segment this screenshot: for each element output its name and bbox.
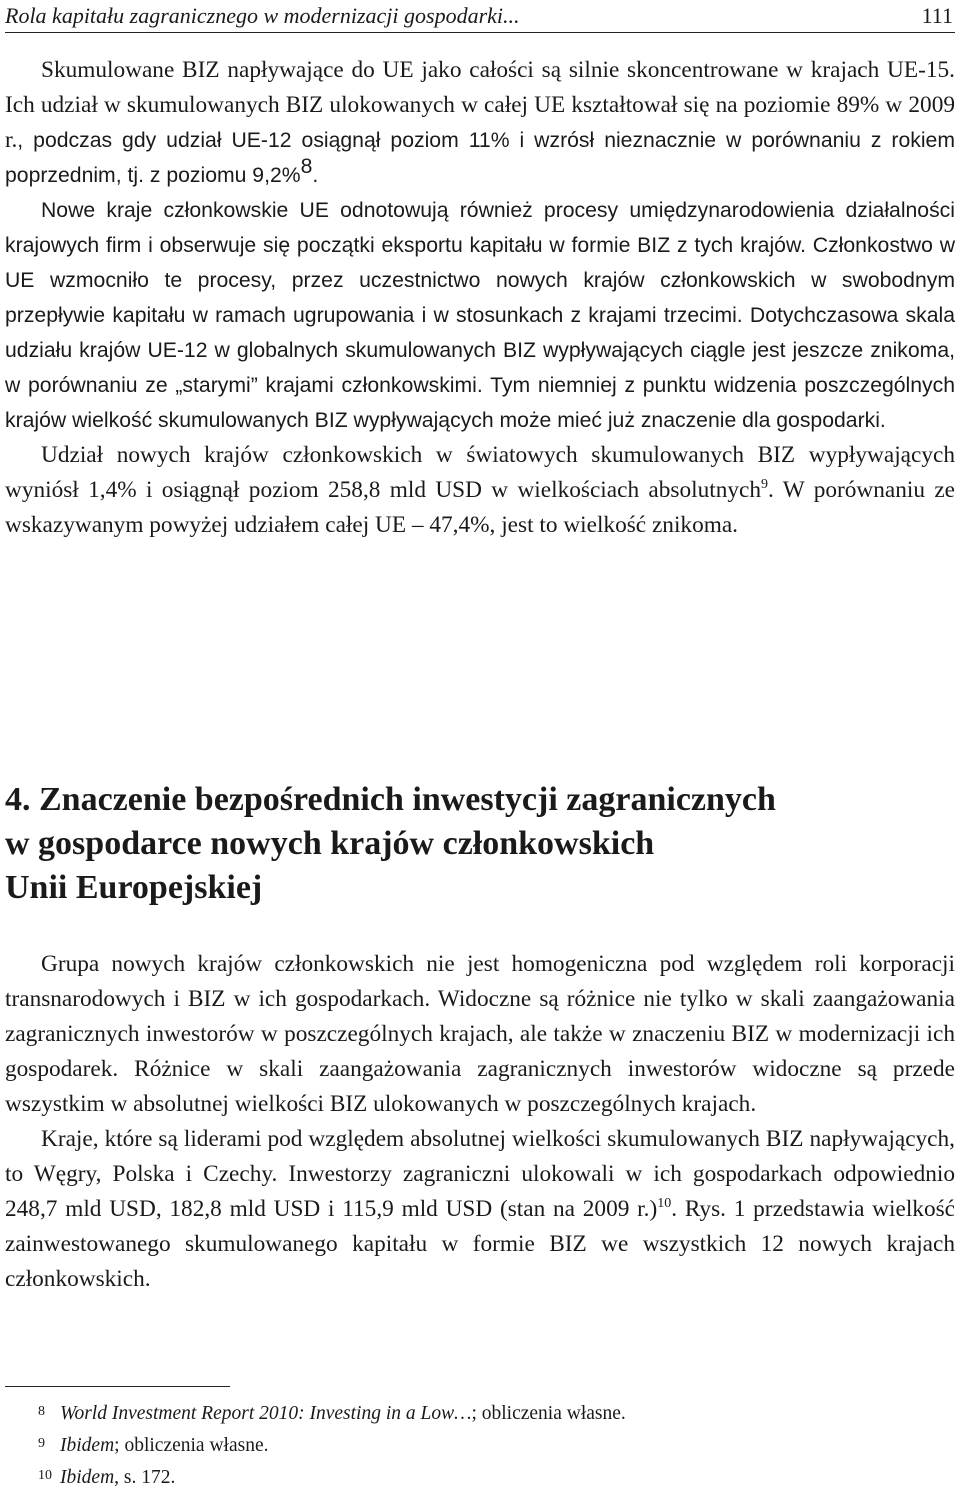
page-number: 111 — [921, 3, 953, 28]
paragraph: Grupa nowych krajów członkowskich nie jest homogeniczna pod względem roli korporacji transnarodowych i BIZ w ich gospodarkach. Widoczne są różnice nie tylko w skali zaangażowania zagranicznych inwestorów w poszczególnych krajach, ale także w znaczeniu BIZ w modernizacji ich gospodarek. Różnice w skali zaangażowania zagranicznych inwestorów widoczne są przede wszystkim w absolutnej wielkości BIZ ulokowanych w poszczególnych krajach. — [5, 951, 955, 1117]
section-body-2 — [5, 947, 955, 1297]
footnote-number: 8 — [38, 1404, 45, 1419]
section-heading-line: w gospodarce nowych krajów członkowskich — [5, 825, 655, 862]
footnote-ref[interactable]: 10 — [657, 1196, 672, 1211]
paragraph-text: . W porównaniu ze wskazywanym powyżej udziałem całej UE – 47,4%, jest to wielkość znikoma. — [5, 477, 955, 538]
section-heading-line: 4. Znaczenie bezpośrednich inwestycji zagranicznych — [5, 781, 776, 818]
paragraph-text-sans: , podczas gdy udział UE-12 osiągnął poziom 11% i wzrósł nieznacznie w porównaniu z rokiem poprzednim, tj. z poziomu 9,2% — [5, 129, 955, 187]
section-heading — [5, 778, 955, 910]
footnote-source: Ibidem — [60, 1467, 115, 1488]
footnotes — [5, 1398, 955, 1494]
footnote-number: 10 — [38, 1468, 52, 1483]
footnote-source: World Investment Report 2010: Investing in a Low… — [60, 1403, 472, 1424]
footnote-ref[interactable]: 9 — [761, 477, 769, 492]
paragraph-text: Kraje, które są liderami pod względem absolutnej wielkości skumulowanych BIZ napływających, to Węgry, Polska i Czechy. Inwestorzy zagraniczni ulokowali w ich gospodarkach odpowiednio 248,7 mld USD, 182,8 mld USD i 115,9 mld USD (stan na 2009 r.) — [5, 1126, 955, 1222]
footnote-number: 9 — [38, 1436, 45, 1451]
footnote-text: , s. 172. — [114, 1467, 176, 1488]
paragraph — [5, 1122, 955, 1297]
running-title: Rola kapitału zagranicznego w modernizacji gospodarki... — [5, 3, 520, 28]
paragraph: Nowe kraje członkowskie UE odnotowują również procesy umiędzynarodowienia działalności krajowych firm i obserwuje się początki eksportu kapitału w formie BIZ z tych krajów. Członkostwo w UE wzmocniło te procesy, przez uczestnictwo nowych krajów członkowskich w swobodnym przepływie kapitału w ramach ugrupowania i w stosunkach z krajami trzecimi. Dotychczasowa skala udziału krajów UE-12 w globalnych skumulowanych BIZ wypływających ciągle jest jeszcze znikoma, w porównaniu ze „starymi” krajami członkowskimi. Tym niemniej z punktu widzenia poszczególnych krajów wielkość skumulowanych BIZ wypływających może mieć już znaczenie dla gospodarki. — [5, 199, 955, 432]
paragraph-text-sans: . — [312, 164, 319, 187]
paragraph-text: Udział nowych krajów członkowskich w światowych skumulowanych BIZ wypływających wyniósł 1,4% i osiągnął poziom 258,8 mld USD w wielkościach absolutnych — [5, 442, 955, 503]
paragraph — [5, 53, 955, 193]
footnote-divider — [5, 1386, 230, 1387]
footnote-item — [5, 1430, 955, 1462]
footnote-source: Ibidem — [60, 1435, 115, 1456]
document-page — [5, 0, 955, 1494]
footnote-ref[interactable]: 8 — [300, 155, 313, 178]
paragraph-text: Skumulowane BIZ napływające do UE jako całości są silnie skoncentrowane w krajach UE-15. Ich udział w skumulowanych BIZ ulokowanych w całej UE kształtował się na poziomie 89% w 2009 r. — [5, 57, 955, 153]
footnote-item — [5, 1398, 955, 1430]
running-header — [5, 2, 955, 33]
paragraph-text: . Rys. 1 przedstawia wielkość zainwestowanego skumulowanego kapitału w formie BIZ we wszystkich 12 nowych krajach członkowskich. — [5, 1196, 955, 1292]
footnote-text: ; obliczenia własne. — [114, 1435, 269, 1456]
footnote-item — [5, 1462, 955, 1494]
section-body-1 — [5, 53, 955, 543]
footnote-text: ; obliczenia własne. — [471, 1403, 626, 1424]
paragraph — [5, 438, 955, 543]
section-heading-line: Unii Europejskiej — [5, 869, 263, 906]
